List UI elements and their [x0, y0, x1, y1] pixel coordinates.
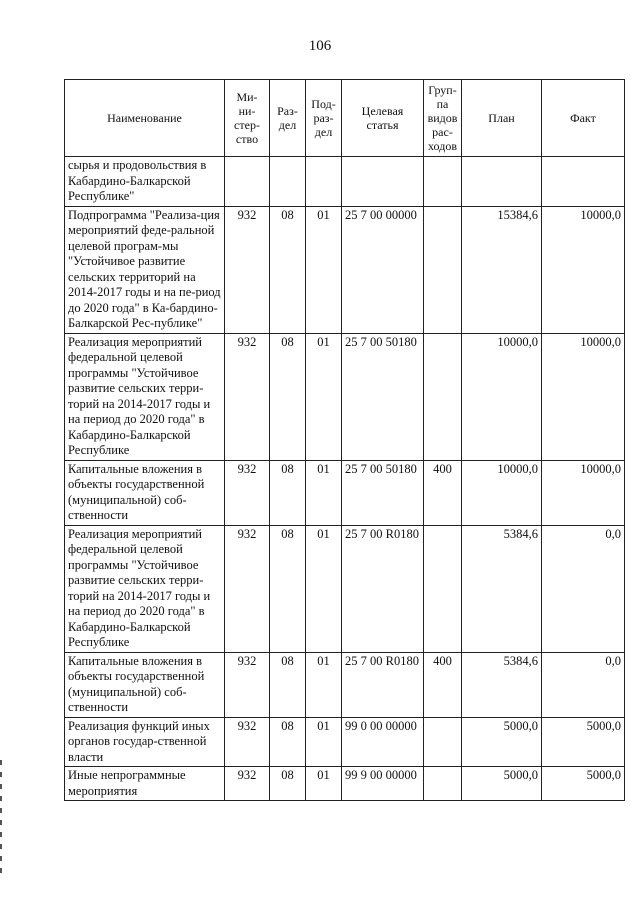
row-ministry: 932: [225, 333, 270, 460]
table-header-row: [65, 80, 625, 157]
row-group: [424, 717, 462, 767]
row-plan: 5000,0: [462, 767, 542, 801]
row-group: 400: [424, 460, 462, 525]
row-name: Реализация функций иных органов государ-ственной власти: [65, 717, 225, 767]
row-plan: [462, 157, 542, 207]
table-row: [65, 525, 625, 652]
row-article: 25 7 00 R0180: [342, 652, 424, 717]
header-section: Раз- дел: [270, 80, 306, 157]
table-row: [65, 652, 625, 717]
row-ministry: 932: [225, 652, 270, 717]
row-article: [342, 157, 424, 207]
row-section: 08: [270, 525, 306, 652]
row-name: Капитальные вложения в объекты государственной (муниципальной) соб-ственности: [65, 460, 225, 525]
header-expense-group: Груп- па видов рас- ходов: [424, 80, 462, 157]
header-subsection: Под- раз- дел: [306, 80, 342, 157]
row-group: [424, 767, 462, 801]
row-ministry: 932: [225, 206, 270, 333]
table-row: [65, 460, 625, 525]
row-ministry: 932: [225, 717, 270, 767]
row-fact: 10000,0: [542, 206, 625, 333]
row-section: 08: [270, 206, 306, 333]
header-ministry: Ми- ни- стер- ство: [225, 80, 270, 157]
row-group: [424, 206, 462, 333]
table-row: [65, 717, 625, 767]
row-fact: 0,0: [542, 652, 625, 717]
row-name: Капитальные вложения в объекты государственной (муниципальной) соб-ственности: [65, 652, 225, 717]
row-section: 08: [270, 652, 306, 717]
row-ministry: [225, 157, 270, 207]
row-section: [270, 157, 306, 207]
row-name: Подпрограмма "Реализа-ция мероприятий феде-ральной целевой програм-мы "Устойчивое развитие сельских территорий на 2014-2017 годы и на пе-риод до 2020 года" в Ка-бардино-Балкарской Рес-публике": [65, 206, 225, 333]
row-fact: 0,0: [542, 525, 625, 652]
row-group: 400: [424, 652, 462, 717]
row-ministry: 932: [225, 460, 270, 525]
scan-edge-marks: [0, 760, 3, 900]
table-row: [65, 157, 625, 207]
row-plan: 5000,0: [462, 717, 542, 767]
header-fact: Факт: [542, 80, 625, 157]
row-fact: 10000,0: [542, 333, 625, 460]
row-ministry: 932: [225, 525, 270, 652]
row-section: 08: [270, 460, 306, 525]
row-subsection: 01: [306, 652, 342, 717]
row-fact: 5000,0: [542, 717, 625, 767]
row-subsection: 01: [306, 333, 342, 460]
row-article: 25 7 00 50180: [342, 333, 424, 460]
row-subsection: 01: [306, 206, 342, 333]
row-name: Реализация мероприятий федеральной целевой программы "Устойчивое развитие сельских терри-торий на 2014-2017 годы и на период до 2020 года" в Кабардино-Балкарской Республике: [65, 333, 225, 460]
row-group: [424, 525, 462, 652]
row-article: 25 7 00 00000: [342, 206, 424, 333]
header-name: Наименование: [65, 80, 225, 157]
row-name: Реализация мероприятий федеральной целевой программы "Устойчивое развитие сельских терри-торий на 2014-2017 годы и на период до 2020 года" в Кабардино-Балкарской Республике: [65, 525, 225, 652]
header-plan: План: [462, 80, 542, 157]
table-row: [65, 333, 625, 460]
row-fact: 5000,0: [542, 767, 625, 801]
row-name: сырья и продовольствия в Кабардино-Балкарской Республике": [65, 157, 225, 207]
row-plan: 5384,6: [462, 652, 542, 717]
row-article: 99 0 00 00000: [342, 717, 424, 767]
row-group: [424, 333, 462, 460]
row-section: 08: [270, 333, 306, 460]
row-subsection: 01: [306, 525, 342, 652]
row-fact: 10000,0: [542, 460, 625, 525]
row-plan: 5384,6: [462, 525, 542, 652]
row-name: Иные непрограммные мероприятия: [65, 767, 225, 801]
row-section: 08: [270, 717, 306, 767]
row-subsection: 01: [306, 717, 342, 767]
header-target-article: Целевая статья: [342, 80, 424, 157]
row-group: [424, 157, 462, 207]
row-ministry: 932: [225, 767, 270, 801]
page-number: 106: [308, 38, 332, 54]
row-plan: 10000,0: [462, 333, 542, 460]
budget-table: [64, 79, 625, 801]
row-subsection: 01: [306, 460, 342, 525]
table-row: [65, 767, 625, 801]
row-plan: 10000,0: [462, 460, 542, 525]
row-article: 25 7 00 R0180: [342, 525, 424, 652]
table-row: [65, 206, 625, 333]
row-article: 25 7 00 50180: [342, 460, 424, 525]
row-fact: [542, 157, 625, 207]
row-section: 08: [270, 767, 306, 801]
row-subsection: [306, 157, 342, 207]
row-plan: 15384,6: [462, 206, 542, 333]
row-subsection: 01: [306, 767, 342, 801]
row-article: 99 9 00 00000: [342, 767, 424, 801]
